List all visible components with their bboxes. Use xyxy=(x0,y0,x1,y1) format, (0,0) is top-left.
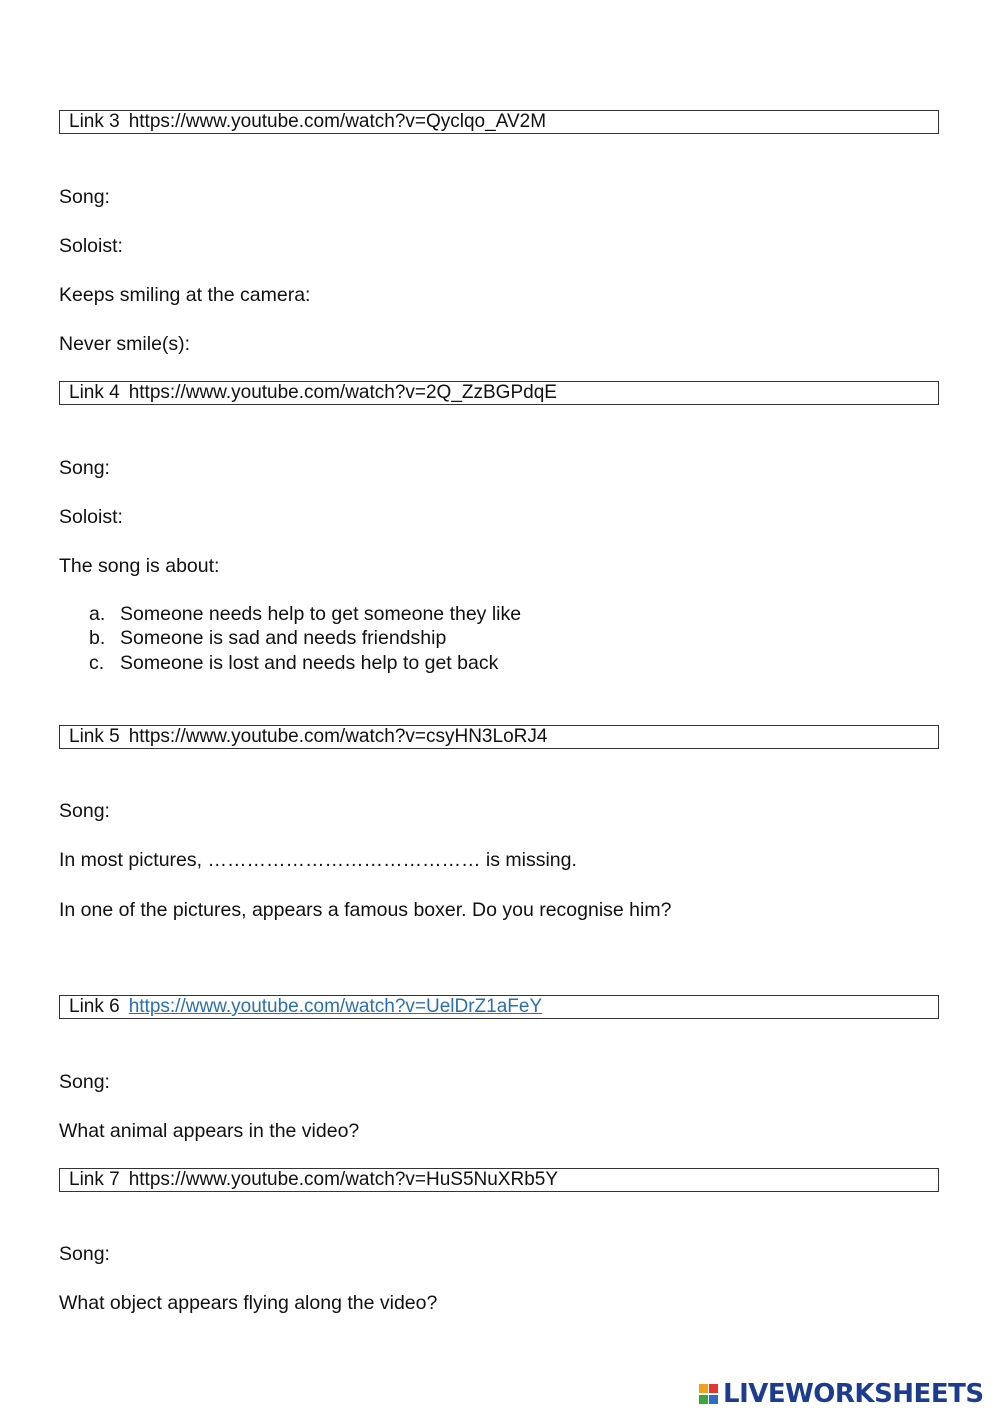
liveworksheets-logo-icon xyxy=(697,1380,721,1408)
option-a xyxy=(89,602,521,626)
option-c xyxy=(89,651,498,675)
option-letter: c. xyxy=(89,652,105,674)
option-letter: b. xyxy=(89,627,106,649)
q6-animal: What animal appears in the video? xyxy=(59,1120,360,1142)
link-7-label: Link 7 xyxy=(69,1169,120,1190)
q3-song: Song: xyxy=(59,186,110,208)
q4-song: Song: xyxy=(59,457,110,479)
link-3-label: Link 3 xyxy=(69,111,120,132)
link-6-url[interactable]: https://www.youtube.com/watch?v=UelDrZ1aFeY xyxy=(128,996,543,1017)
option-text: Someone is sad and needs friendship xyxy=(120,627,447,649)
q3-never-smile: Never smile(s): xyxy=(59,333,191,355)
link-7-box xyxy=(59,1168,939,1192)
liveworksheets-logo xyxy=(697,1379,984,1409)
link-4-url: https://www.youtube.com/watch?v=2Q_ZzBGPdqE xyxy=(128,382,557,403)
option-b xyxy=(89,626,446,650)
q6-song: Song: xyxy=(59,1071,110,1093)
q4-about: The song is about: xyxy=(59,555,220,577)
link-6-box xyxy=(59,995,939,1019)
option-text: Someone needs help to get someone they like xyxy=(120,603,522,625)
q5-song: Song: xyxy=(59,800,110,822)
option-text: Someone is lost and needs help to get back xyxy=(120,652,499,674)
link-6-label: Link 6 xyxy=(69,996,120,1017)
link-3-url: https://www.youtube.com/watch?v=Qyclqo_AV2M xyxy=(128,111,547,132)
option-letter: a. xyxy=(89,603,106,625)
q4-soloist: Soloist: xyxy=(59,506,123,528)
link-7-url: https://www.youtube.com/watch?v=HuS5NuXRb5Y xyxy=(128,1169,559,1190)
link-4-box xyxy=(59,381,939,405)
q7-song: Song: xyxy=(59,1243,110,1265)
link-3-box xyxy=(59,110,939,134)
link-4-label: Link 4 xyxy=(69,382,120,403)
liveworksheets-logo-text: LIVEWORKSHEETS xyxy=(723,1379,984,1409)
q7-object: What object appears flying along the video? xyxy=(59,1292,438,1314)
q3-smiling: Keeps smiling at the camera: xyxy=(59,284,311,306)
q5-missing: In most pictures, …………………………………… is missing. xyxy=(59,849,577,871)
q3-soloist: Soloist: xyxy=(59,235,123,257)
q5-boxer: In one of the pictures, appears a famous boxer. Do you recognise him? xyxy=(59,899,672,921)
link-5-label: Link 5 xyxy=(69,726,120,747)
link-5-box xyxy=(59,725,939,749)
link-5-url: https://www.youtube.com/watch?v=csyHN3LoRJ4 xyxy=(128,726,548,747)
